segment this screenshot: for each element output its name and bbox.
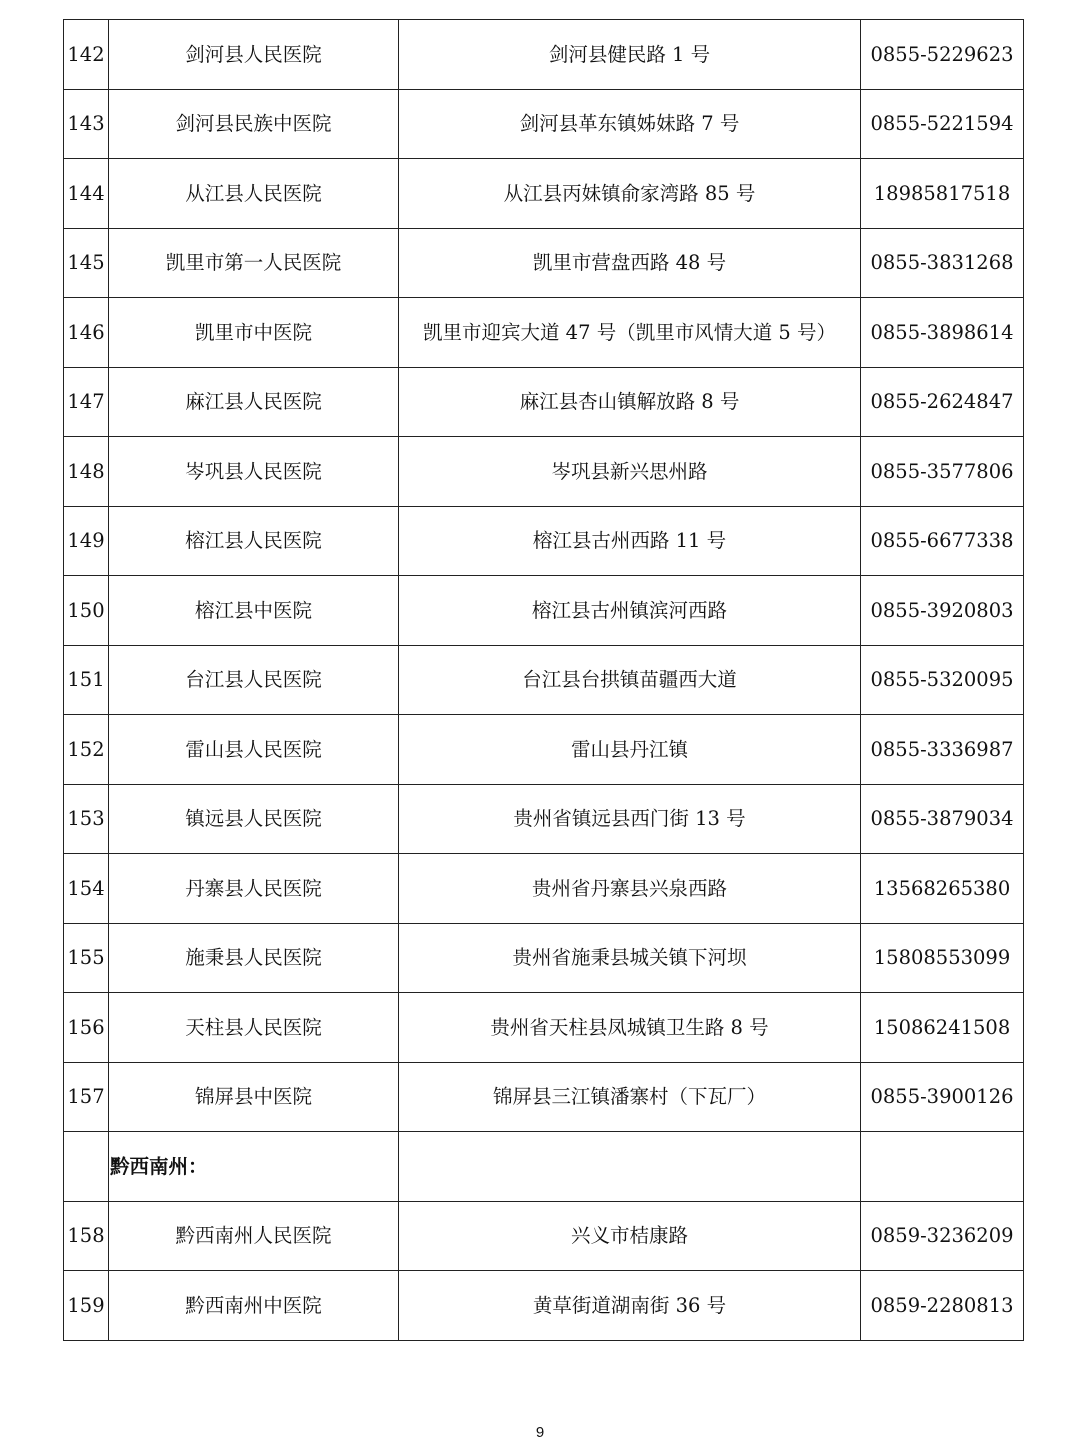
hospital-address: 榕江县古州镇滨河西路 [399, 576, 861, 646]
row-number: 143 [64, 89, 109, 159]
hospital-phone: 13568265380 [861, 854, 1024, 924]
hospital-phone: 0855-5320095 [861, 645, 1024, 715]
hospital-phone: 0859-3236209 [861, 1201, 1024, 1271]
hospital-phone: 0855-3900126 [861, 1062, 1024, 1132]
hospital-address: 黄草街道湖南街 36 号 [399, 1271, 861, 1341]
row-number: 153 [64, 784, 109, 854]
page-number: 9 [535, 1424, 545, 1441]
row-number: 142 [64, 20, 109, 90]
hospital-name: 剑河县民族中医院 [109, 89, 399, 159]
hospital-phone: 0859-2280813 [861, 1271, 1024, 1341]
table-row [64, 367, 1024, 437]
hospital-address: 凯里市迎宾大道 47 号（凯里市风情大道 5 号） [399, 298, 861, 368]
hospital-address: 雷山县丹江镇 [399, 715, 861, 785]
hospital-phone: 18985817518 [861, 159, 1024, 229]
row-number: 144 [64, 159, 109, 229]
hospital-address: 贵州省丹寨县兴泉西路 [399, 854, 861, 924]
hospital-name: 岑巩县人民医院 [109, 437, 399, 507]
section-empty-cell [64, 1132, 109, 1202]
section-label: 黔西南州： [109, 1132, 399, 1202]
table-row [64, 923, 1024, 993]
hospital-table [63, 19, 1024, 1341]
hospital-table-body-a [64, 20, 1024, 1132]
table-row [64, 228, 1024, 298]
row-number: 152 [64, 715, 109, 785]
table-row [64, 159, 1024, 229]
hospital-name: 锦屏县中医院 [109, 1062, 399, 1132]
hospital-address: 从江县丙妹镇俞家湾路 85 号 [399, 159, 861, 229]
hospital-phone: 0855-2624847 [861, 367, 1024, 437]
hospital-phone: 0855-3920803 [861, 576, 1024, 646]
row-number: 151 [64, 645, 109, 715]
hospital-name: 麻江县人民医院 [109, 367, 399, 437]
table-row [64, 298, 1024, 368]
hospital-address: 贵州省施秉县城关镇下河坝 [399, 923, 861, 993]
table-row [64, 89, 1024, 159]
table-row [64, 854, 1024, 924]
hospital-name: 从江县人民医院 [109, 159, 399, 229]
hospital-phone: 15808553099 [861, 923, 1024, 993]
hospital-phone: 0855-3336987 [861, 715, 1024, 785]
row-number: 159 [64, 1271, 109, 1341]
hospital-name: 镇远县人民医院 [109, 784, 399, 854]
hospital-name: 天柱县人民医院 [109, 993, 399, 1063]
row-number: 149 [64, 506, 109, 576]
table-row [64, 20, 1024, 90]
table-row [64, 576, 1024, 646]
hospital-phone: 0855-5221594 [861, 89, 1024, 159]
section-empty-cell [399, 1132, 861, 1202]
hospital-phone: 0855-3898614 [861, 298, 1024, 368]
table-row [64, 506, 1024, 576]
table-row [64, 1062, 1024, 1132]
hospital-address: 贵州省天柱县凤城镇卫生路 8 号 [399, 993, 861, 1063]
hospital-name: 台江县人民医院 [109, 645, 399, 715]
table-row [64, 437, 1024, 507]
row-number: 145 [64, 228, 109, 298]
row-number: 148 [64, 437, 109, 507]
section-empty-cell [861, 1132, 1024, 1202]
hospital-name: 凯里市第一人民医院 [109, 228, 399, 298]
table-row [64, 1201, 1024, 1271]
hospital-table-body-b [64, 1201, 1024, 1340]
hospital-address: 锦屏县三江镇潘寨村（下瓦厂） [399, 1062, 861, 1132]
table-row [64, 645, 1024, 715]
hospital-name: 黔西南州中医院 [109, 1271, 399, 1341]
hospital-address: 兴义市桔康路 [399, 1201, 861, 1271]
hospital-name: 榕江县人民医院 [109, 506, 399, 576]
section-group [64, 1132, 1024, 1202]
hospital-name: 雷山县人民医院 [109, 715, 399, 785]
hospital-phone: 0855-6677338 [861, 506, 1024, 576]
row-number: 146 [64, 298, 109, 368]
table-row [64, 715, 1024, 785]
row-number: 147 [64, 367, 109, 437]
row-number: 156 [64, 993, 109, 1063]
row-number: 157 [64, 1062, 109, 1132]
hospital-phone: 0855-3879034 [861, 784, 1024, 854]
hospital-address: 岑巩县新兴思州路 [399, 437, 861, 507]
hospital-phone: 0855-3831268 [861, 228, 1024, 298]
hospital-name: 黔西南州人民医院 [109, 1201, 399, 1271]
hospital-phone: 0855-5229623 [861, 20, 1024, 90]
hospital-phone: 15086241508 [861, 993, 1024, 1063]
row-number: 154 [64, 854, 109, 924]
row-number: 150 [64, 576, 109, 646]
hospital-address: 凯里市营盘西路 48 号 [399, 228, 861, 298]
hospital-name: 丹寨县人民医院 [109, 854, 399, 924]
hospital-address: 台江县台拱镇苗疆西大道 [399, 645, 861, 715]
hospital-name: 剑河县人民医院 [109, 20, 399, 90]
table-row [64, 1271, 1024, 1341]
hospital-address: 贵州省镇远县西门街 13 号 [399, 784, 861, 854]
hospital-address: 榕江县古州西路 11 号 [399, 506, 861, 576]
hospital-name: 榕江县中医院 [109, 576, 399, 646]
hospital-address: 剑河县健民路 1 号 [399, 20, 861, 90]
table-row [64, 993, 1024, 1063]
hospital-phone: 0855-3577806 [861, 437, 1024, 507]
hospital-name: 施秉县人民医院 [109, 923, 399, 993]
hospital-address: 麻江县杏山镇解放路 8 号 [399, 367, 861, 437]
section-row [64, 1132, 1024, 1202]
row-number: 155 [64, 923, 109, 993]
table-row [64, 784, 1024, 854]
hospital-name: 凯里市中医院 [109, 298, 399, 368]
hospital-address: 剑河县革东镇姊妹路 7 号 [399, 89, 861, 159]
row-number: 158 [64, 1201, 109, 1271]
